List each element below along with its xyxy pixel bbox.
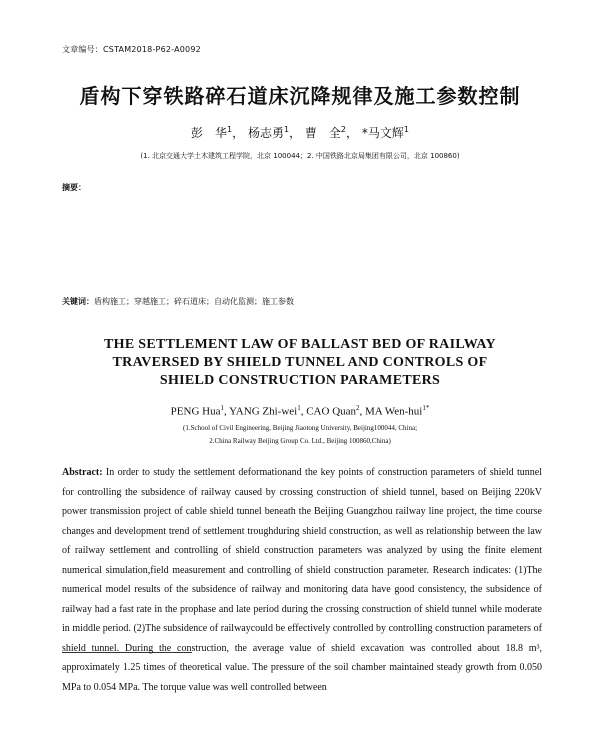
chinese-authors: 彭 华$^1$， 杨志勇$^1$， 曹 全$^2$， *马文辉$^1$ (191, 125, 409, 140)
cn-author-sup: 2 (340, 125, 347, 134)
footnote-divider (62, 652, 192, 653)
english-title (0, 336, 600, 390)
english-affiliation-1: (1.School of Civil Engineering, Beijing Jiaotong University, Beijing100044, China; (182, 424, 418, 432)
en-title-line: SHIELD CONSTRUCTION PARAMETERS (159, 373, 441, 388)
en-author-sup: 1* (422, 404, 430, 412)
en-abstract-label: Abstract: (62, 467, 103, 478)
en-author: CAO Quan (306, 405, 357, 418)
cn-abstract-label: 摘要： (62, 183, 86, 192)
en-author: PENG Hua (170, 405, 221, 418)
en-title-line: TRAVERSED BY SHIELD TUNNEL AND CONTROLS OF (112, 355, 488, 370)
en-author: YANG Zhi-wei (229, 405, 298, 418)
en-abstract-text: In order to study the settlement deformationand the key points of construction parameters of shield tunnel for controlling the subsidence of railway caused by crossing construction of shield tunnel, based on Beijing 220kV power transmission project of cable shield tunnel beneath the Beijing Guangzhou railway line project, the time course changes and development trend of settlement troughduring shield construction, as well as relationship between the law of railway settlement and controlling of shield construction parameters was analyzed by using the finite element numerical simulation,field measurement and controlling of shield construction parameter. Research indicates: (1)The numerical model results of the subsidence of railway and monitoring data have good consistency, the subsidence of railway had a fast rate in the prophase and late period during the crossing construction of shield tunnel while moderate in middle period. (2)The subsidence of railwaycould be effectively controlled by controlling construction parameters of shield tunnel. During the construction, the average value of shield excavation was controlled about 18.8 m³, approximately 1.25 times of theoretical value. The pressure of the soil chamber maintained steady growth from 0.050 MPa to 0.054 MPa. The torque value was well controlled between (62, 467, 542, 693)
chinese-affiliations: (1. 北京交通大学土木建筑工程学院，北京 100044；2. 中国铁路北京局集团有限公司，北京 100860) (140, 152, 460, 160)
cn-author-sup: 1 (283, 125, 290, 134)
en-title-line: THE SETTLEMENT LAW OF BALLAST BED OF RAILWAY (104, 337, 496, 352)
en-author-sup: 2 (356, 404, 360, 412)
cn-author: 杨志勇 (247, 126, 284, 140)
english-affiliation-2: 2.China Railway Beijing Group Co. Ltd., Beijing 100860,China) (209, 437, 391, 445)
chinese-keywords (62, 296, 548, 307)
cn-keywords-text: 盾构施工；穿越施工；碎石道床；自动化监测；施工参数 (94, 297, 294, 306)
english-abstract (62, 463, 542, 697)
en-author-sup: 1 (297, 404, 301, 412)
cn-keywords-label: 关键词： (62, 297, 94, 306)
chinese-abstract (62, 180, 548, 196)
english-authors: PENG Hua$^1$, YANG Zhi-wei$^1$, CAO Quan$^2$, MA Wen-hui$^{1*}$ (170, 404, 430, 418)
cn-author: 彭 华 (191, 126, 228, 140)
cn-author: *马文辉 (361, 126, 404, 140)
cn-author-sup: 1 (403, 125, 409, 134)
cn-author: 曹 全 (304, 126, 341, 140)
cn-author-sup: 1 (227, 125, 233, 134)
en-author-sup: 1 (220, 404, 224, 412)
chinese-title: 盾构下穿铁路碎石道床沉降规律及施工参数控制 (79, 84, 521, 108)
en-author: MA Wen-hui (365, 405, 423, 418)
article-number: 文章编号：CSTAM2018-P62-A0092 (62, 45, 201, 54)
